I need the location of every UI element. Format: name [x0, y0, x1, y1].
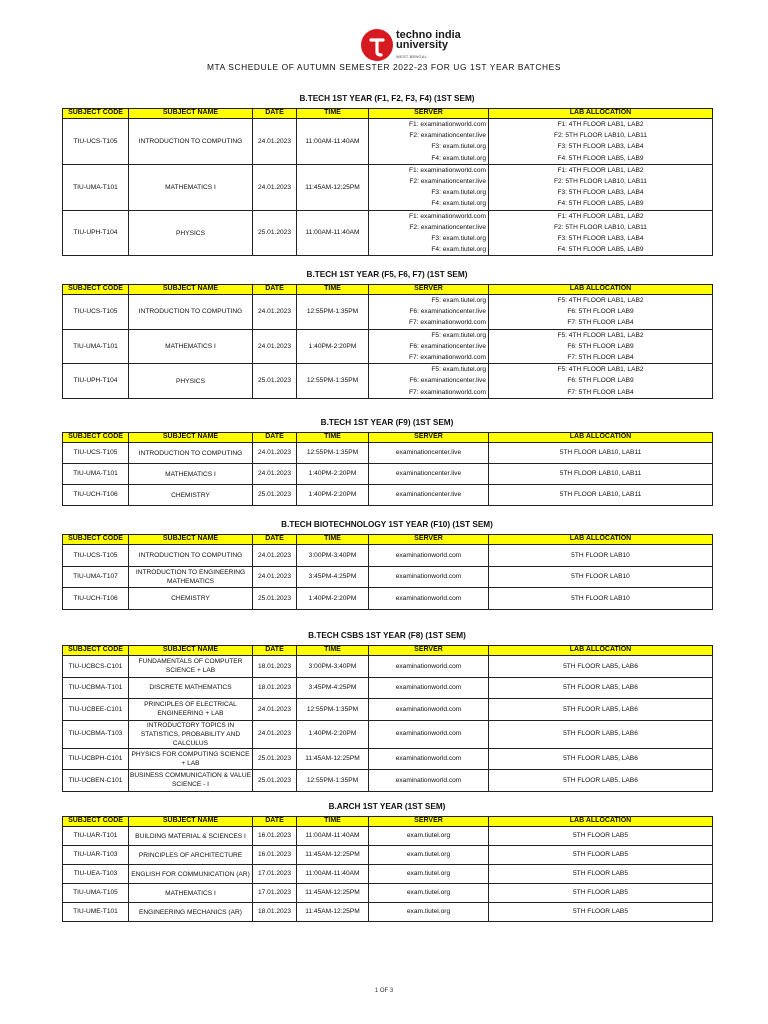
cell-line: examinationcenter.live — [395, 470, 462, 478]
cell-line: F3: 5TH FLOOR LAB3, LAB4 — [557, 235, 644, 243]
cell-line: examinationworld.com — [395, 551, 462, 559]
table-row — [63, 364, 713, 399]
cell-lab — [489, 588, 713, 610]
cell-line: exam.tiutel.org — [406, 851, 451, 859]
cell-date: 24.01.2023 — [253, 566, 297, 588]
cell-line: examinationworld.com — [395, 730, 462, 738]
cell-lab — [489, 164, 713, 210]
cell-name: MATHEMATICS I — [129, 464, 253, 485]
logo-line-1: techno india — [396, 29, 461, 41]
cell-date: 17.01.2023 — [253, 865, 297, 884]
cell-line: F4: exam.tiutel.org — [431, 246, 486, 254]
cell-server — [369, 588, 489, 610]
cell-server — [369, 699, 489, 721]
cell-time: 1:40PM-2:20PM — [297, 329, 369, 364]
cell-name: PRINCIPLES OF ARCHITECTURE — [129, 846, 253, 865]
cell-name: INTRODUCTION TO COMPUTING — [129, 545, 253, 567]
cell-line: F7: examinationworld.com — [409, 354, 486, 362]
cell-line: F3: 5TH FLOOR LAB3, LAB4 — [557, 189, 644, 197]
cell-code: TIU-UMA-T101 — [63, 464, 129, 485]
cell-line: F1: 4TH FLOOR LAB1, LAB2 — [557, 166, 644, 174]
cell-time: 11:00AM-11:40AM — [297, 210, 369, 256]
cell-lab — [489, 443, 713, 464]
schedule-table — [62, 108, 713, 256]
cell-name: ENGLISH FOR COMMUNICATION (AR) — [129, 865, 253, 884]
cell-line: F3: 5TH FLOOR LAB3, LAB4 — [557, 143, 644, 151]
cell-lab — [489, 295, 713, 330]
logo-line-2: university — [396, 39, 448, 51]
cell-line: examinationworld.com — [395, 573, 462, 581]
cell-server — [369, 364, 489, 399]
table-row — [63, 295, 713, 330]
cell-lab — [489, 545, 713, 567]
cell-server — [369, 748, 489, 770]
table-header-row — [63, 285, 713, 295]
cell-date: 24.01.2023 — [253, 164, 297, 210]
cell-date: 24.01.2023 — [253, 119, 297, 165]
cell-date: 25.01.2023 — [253, 588, 297, 610]
table-row — [63, 846, 713, 865]
cell-name: BUILDING MATERIAL & SCIENCES I — [129, 827, 253, 846]
cell-line: examinationworld.com — [395, 755, 462, 763]
cell-line: F5: 4TH FLOOR LAB1, LAB2 — [557, 366, 644, 374]
cell-name: MATHEMATICS I — [129, 329, 253, 364]
table-row — [63, 119, 713, 165]
cell-line: F7: 5TH FLOOR LAB4 — [567, 319, 634, 327]
cell-lab — [489, 884, 713, 903]
cell-server — [369, 903, 489, 922]
cell-code: TIU-UAR-T103 — [63, 846, 129, 865]
logo-subtitle: WEST BENGAL — [396, 54, 428, 59]
cell-name: PRINCIPLES OF ELECTRICAL ENGINEERING + LAB — [129, 699, 253, 721]
table-row — [63, 865, 713, 884]
section-title: B.TECH CSBS 1ST YEAR (F8) (1ST SEM) — [308, 631, 466, 640]
cell-name: CHEMISTRY — [129, 485, 253, 506]
cell-server — [369, 884, 489, 903]
cell-server — [369, 846, 489, 865]
cell-date: 25.01.2023 — [253, 770, 297, 792]
cell-lab — [489, 846, 713, 865]
cell-lab — [489, 566, 713, 588]
column-header-time: TIME — [297, 535, 369, 545]
cell-code: TIU-UMA-T101 — [63, 164, 129, 210]
cell-line: F2: 5TH FLOOR LAB10, LAB11 — [554, 178, 647, 186]
cell-time: 12:55PM-1:35PM — [297, 443, 369, 464]
cell-lab — [489, 699, 713, 721]
cell-time: 12:55PM-1:35PM — [297, 364, 369, 399]
cell-date: 16.01.2023 — [253, 827, 297, 846]
cell-time: 11:45AM-12:25PM — [297, 748, 369, 770]
column-header-time: TIME — [297, 817, 369, 827]
cell-name: INTRODUCTION TO COMPUTING — [129, 295, 253, 330]
cell-lab — [489, 770, 713, 792]
cell-line: F7: 5TH FLOOR LAB4 — [567, 388, 634, 396]
column-header-lab: LAB ALLOCATION — [489, 285, 713, 295]
cell-line: F1: examinationworld.com — [409, 121, 486, 128]
cell-time: 1:40PM-2:20PM — [297, 720, 369, 748]
schedule-table — [62, 645, 713, 792]
cell-time: 12:55PM-1:35PM — [297, 699, 369, 721]
column-header-name: SUBJECT NAME — [129, 109, 253, 119]
cell-time: 11:45AM-12:25PM — [297, 903, 369, 922]
cell-line: F4: exam.tiutel.org — [431, 154, 486, 162]
cell-line: 5TH FLOOR LAB5, LAB6 — [563, 684, 638, 692]
cell-name: CHEMISTRY — [129, 588, 253, 610]
cell-time: 3:00PM-3:40PM — [297, 656, 369, 678]
cell-line: F5: exam.tiutel.org — [431, 331, 486, 339]
cell-date: 25.01.2023 — [253, 485, 297, 506]
cell-date: 25.01.2023 — [253, 210, 297, 256]
cell-line: examinationworld.com — [395, 662, 462, 670]
cell-date: 24.01.2023 — [253, 699, 297, 721]
cell-name: DISCRETE MATHEMATICS — [129, 677, 253, 699]
cell-time: 12:55PM-1:35PM — [297, 770, 369, 792]
cell-line: 5TH FLOOR LAB10, LAB11 — [559, 449, 642, 457]
section-title: B.ARCH 1ST YEAR (1ST SEM) — [328, 802, 446, 811]
cell-line: F6: 5TH FLOOR LAB9 — [567, 342, 634, 350]
column-header-date: DATE — [253, 535, 297, 545]
cell-line: 5TH FLOOR LAB5 — [573, 851, 628, 859]
column-header-date: DATE — [253, 109, 297, 119]
cell-lab — [489, 827, 713, 846]
cell-server — [369, 329, 489, 364]
cell-date: 18.01.2023 — [253, 677, 297, 699]
column-header-code: SUBJECT CODE — [63, 109, 129, 119]
cell-server — [369, 656, 489, 678]
cell-line: F5: exam.tiutel.org — [431, 366, 486, 374]
cell-line: F2: examinationcenter.live — [409, 223, 486, 231]
cell-name: BUSINESS COMMUNICATION & VALUE SCIENCE - I — [129, 770, 253, 792]
cell-date: 24.01.2023 — [253, 443, 297, 464]
table-header-row — [63, 817, 713, 827]
table-row — [63, 770, 713, 792]
cell-name: MATHEMATICS I — [129, 164, 253, 210]
cell-line: examinationcenter.live — [395, 491, 462, 499]
column-header-server: SERVER — [369, 109, 489, 119]
section-title: B.TECH 1ST YEAR (F5, F6, F7) (1ST SEM) — [306, 270, 468, 279]
cell-name: INTRODUCTORY TOPICS IN STATISTICS, PROBABILITY AND CALCULUS — [129, 720, 253, 748]
cell-line: F2: examinationcenter.live — [409, 178, 486, 186]
cell-code: TIU-UPH-T104 — [63, 364, 129, 399]
cell-server — [369, 720, 489, 748]
cell-line: examinationworld.com — [395, 776, 462, 784]
cell-server — [369, 865, 489, 884]
table-header-row — [63, 646, 713, 656]
cell-code: TIU-UCBEE-C101 — [63, 699, 129, 721]
cell-server — [369, 545, 489, 567]
cell-name: PHYSICS — [129, 364, 253, 399]
table-row — [63, 656, 713, 678]
cell-line: 5TH FLOOR LAB5, LAB6 — [563, 662, 638, 670]
cell-line: examinationworld.com — [395, 594, 462, 602]
table-row — [63, 903, 713, 922]
table-row — [63, 884, 713, 903]
column-header-server: SERVER — [369, 646, 489, 656]
cell-line: 5TH FLOOR LAB5, LAB6 — [563, 705, 638, 713]
column-header-code: SUBJECT CODE — [63, 535, 129, 545]
cell-code: TIU-UCH-T106 — [63, 485, 129, 506]
cell-line: 5TH FLOOR LAB10 — [571, 594, 630, 602]
table-row — [63, 210, 713, 256]
cell-code: TIU-UCBMA-T101 — [63, 677, 129, 699]
cell-line: F2: examinationcenter.live — [409, 132, 486, 140]
cell-code: TIU-UCH-T106 — [63, 588, 129, 610]
cell-name: MATHEMATICS I — [129, 884, 253, 903]
cell-line: 5TH FLOOR LAB5 — [573, 889, 628, 897]
cell-line: F2: 5TH FLOOR LAB10, LAB11 — [554, 132, 647, 140]
page-number: 1 OF 3 — [374, 988, 394, 994]
cell-server — [369, 119, 489, 165]
cell-line: F7: examinationworld.com — [409, 388, 486, 396]
cell-lab — [489, 119, 713, 165]
cell-line: exam.tiutel.org — [406, 832, 451, 840]
cell-time: 3:45PM-4:25PM — [297, 677, 369, 699]
column-header-date: DATE — [253, 433, 297, 443]
column-header-code: SUBJECT CODE — [63, 433, 129, 443]
cell-date: 18.01.2023 — [253, 656, 297, 678]
table-row — [63, 329, 713, 364]
column-header-date: DATE — [253, 285, 297, 295]
cell-time: 3:45PM-4:25PM — [297, 566, 369, 588]
table-row — [63, 566, 713, 588]
cell-line: F1: 4TH FLOOR LAB1, LAB2 — [557, 212, 644, 220]
cell-line: F3: exam.tiutel.org — [431, 189, 486, 197]
cell-line: F3: exam.tiutel.org — [431, 143, 486, 151]
table-row — [63, 164, 713, 210]
column-header-name: SUBJECT NAME — [129, 433, 253, 443]
cell-server — [369, 443, 489, 464]
cell-date: 18.01.2023 — [253, 903, 297, 922]
column-header-name: SUBJECT NAME — [129, 646, 253, 656]
cell-date: 24.01.2023 — [253, 545, 297, 567]
cell-server — [369, 295, 489, 330]
cell-line: examinationworld.com — [395, 684, 462, 692]
cell-name: PHYSICS FOR COMPUTING SCIENCE + LAB — [129, 748, 253, 770]
cell-line: F4: exam.tiutel.org — [431, 200, 486, 208]
cell-lab — [489, 865, 713, 884]
cell-date: 16.01.2023 — [253, 846, 297, 865]
cell-server — [369, 827, 489, 846]
cell-line: F7: 5TH FLOOR LAB4 — [567, 354, 634, 362]
document-title: MTA SCHEDULE OF AUTUMN SEMESTER 2022-23 FOR UG 1ST YEAR BATCHES — [206, 62, 562, 72]
table-row — [63, 443, 713, 464]
column-header-server: SERVER — [369, 535, 489, 545]
cell-time: 11:00AM-11:40AM — [297, 865, 369, 884]
column-header-server: SERVER — [369, 285, 489, 295]
cell-code: TIU-UCS-T105 — [63, 443, 129, 464]
cell-date: 24.01.2023 — [253, 720, 297, 748]
cell-line: F1: 4TH FLOOR LAB1, LAB2 — [557, 121, 644, 128]
cell-server — [369, 677, 489, 699]
cell-code: TIU-UCBPH-C101 — [63, 748, 129, 770]
cell-code: TIU-UCBEN-C101 — [63, 770, 129, 792]
cell-lab — [489, 903, 713, 922]
cell-lab — [489, 677, 713, 699]
cell-line: exam.tiutel.org — [406, 870, 451, 878]
cell-lab — [489, 656, 713, 678]
schedule-table — [62, 534, 713, 610]
table-row — [63, 677, 713, 699]
cell-lab — [489, 329, 713, 364]
cell-line: F1: examinationworld.com — [409, 166, 486, 174]
column-header-name: SUBJECT NAME — [129, 817, 253, 827]
cell-time: 1:40PM-2:20PM — [297, 464, 369, 485]
cell-name: INTRODUCTION TO COMPUTING — [129, 443, 253, 464]
cell-line: 5TH FLOOR LAB5 — [573, 870, 628, 878]
cell-line: F2: 5TH FLOOR LAB10, LAB11 — [554, 223, 647, 231]
cell-server — [369, 210, 489, 256]
cell-code: TIU-UME-T101 — [63, 903, 129, 922]
column-header-time: TIME — [297, 109, 369, 119]
cell-line: 5TH FLOOR LAB5 — [573, 832, 628, 840]
cell-time: 11:45AM-12:25PM — [297, 164, 369, 210]
cell-line: F5: 4TH FLOOR LAB1, LAB2 — [557, 331, 644, 339]
cell-time: 3:00PM-3:40PM — [297, 545, 369, 567]
cell-line: 5TH FLOOR LAB10, LAB11 — [559, 470, 642, 478]
section-title: B.TECH 1ST YEAR (F1, F2, F3, F4) (1ST SEM) — [299, 94, 475, 103]
cell-code: TIU-UCS-T105 — [63, 545, 129, 567]
cell-line: F4: 5TH FLOOR LAB5, LAB9 — [557, 200, 644, 208]
column-header-name: SUBJECT NAME — [129, 535, 253, 545]
cell-lab — [489, 720, 713, 748]
cell-line: 5TH FLOOR LAB5, LAB6 — [563, 776, 638, 784]
column-header-server: SERVER — [369, 433, 489, 443]
column-header-time: TIME — [297, 285, 369, 295]
cell-name: INTRODUCTION TO ENGINEERING MATHEMATICS — [129, 566, 253, 588]
cell-line: exam.tiutel.org — [406, 908, 451, 916]
schedule-table — [62, 284, 713, 399]
cell-line: exam.tiutel.org — [406, 889, 451, 897]
column-header-lab: LAB ALLOCATION — [489, 535, 713, 545]
cell-date: 17.01.2023 — [253, 884, 297, 903]
cell-line: F5: 4TH FLOOR LAB1, LAB2 — [557, 297, 644, 304]
table-row — [63, 699, 713, 721]
cell-line: F6: 5TH FLOOR LAB9 — [567, 377, 634, 385]
cell-line: 5TH FLOOR LAB5, LAB6 — [563, 755, 638, 763]
cell-code: TIU-UAR-T101 — [63, 827, 129, 846]
column-header-lab: LAB ALLOCATION — [489, 109, 713, 119]
cell-code: TIU-UCBMA-T103 — [63, 720, 129, 748]
cell-line: 5TH FLOOR LAB5 — [573, 908, 628, 916]
cell-line: 5TH FLOOR LAB10 — [571, 551, 630, 559]
cell-code: TIU-UCS-T105 — [63, 119, 129, 165]
cell-line: F5: exam.tiutel.org — [431, 297, 486, 304]
cell-time: 11:45AM-12:25PM — [297, 846, 369, 865]
cell-name: PHYSICS — [129, 210, 253, 256]
cell-line: F1: examinationworld.com — [409, 212, 486, 220]
university-logo-icon — [360, 28, 394, 62]
cell-time: 1:40PM-2:20PM — [297, 588, 369, 610]
cell-line: F6: 5TH FLOOR LAB9 — [567, 308, 634, 316]
cell-time: 11:45AM-12:25PM — [297, 884, 369, 903]
cell-line: F4: 5TH FLOOR LAB5, LAB9 — [557, 154, 644, 162]
cell-code: TIU-UEA-T103 — [63, 865, 129, 884]
cell-code: TIU-UMA-T107 — [63, 566, 129, 588]
table-row — [63, 464, 713, 485]
cell-lab — [489, 464, 713, 485]
cell-line: 5TH FLOOR LAB10, LAB11 — [559, 491, 642, 499]
cell-line: F6: examinationcenter.live — [409, 308, 486, 316]
column-header-date: DATE — [253, 646, 297, 656]
section-title: B.TECH 1ST YEAR (F9) (1ST SEM) — [320, 418, 454, 427]
cell-date: 24.01.2023 — [253, 464, 297, 485]
cell-line: F4: 5TH FLOOR LAB5, LAB9 — [557, 246, 644, 254]
cell-name: FUNDAMENTALS OF COMPUTER SCIENCE + LAB — [129, 656, 253, 678]
table-row — [63, 720, 713, 748]
cell-line: 5TH FLOOR LAB5, LAB6 — [563, 730, 638, 738]
cell-line: F3: exam.tiutel.org — [431, 235, 486, 243]
table-row — [63, 545, 713, 567]
column-header-code: SUBJECT CODE — [63, 285, 129, 295]
column-header-time: TIME — [297, 646, 369, 656]
cell-line: F7: examinationworld.com — [409, 319, 486, 327]
table-row — [63, 827, 713, 846]
cell-code: TIU-UPH-T104 — [63, 210, 129, 256]
column-header-lab: LAB ALLOCATION — [489, 646, 713, 656]
cell-time: 1:40PM-2:20PM — [297, 485, 369, 506]
cell-time: 12:55PM-1:35PM — [297, 295, 369, 330]
column-header-code: SUBJECT CODE — [63, 646, 129, 656]
column-header-code: SUBJECT CODE — [63, 817, 129, 827]
cell-time: 11:00AM-11:40AM — [297, 827, 369, 846]
column-header-server: SERVER — [369, 817, 489, 827]
cell-lab — [489, 364, 713, 399]
cell-date: 25.01.2023 — [253, 748, 297, 770]
cell-date: 24.01.2023 — [253, 329, 297, 364]
cell-name: INTRODUCTION TO COMPUTING — [129, 119, 253, 165]
cell-server — [369, 566, 489, 588]
cell-line: examinationworld.com — [395, 705, 462, 713]
cell-date: 24.01.2023 — [253, 295, 297, 330]
cell-server — [369, 464, 489, 485]
cell-lab — [489, 210, 713, 256]
cell-line: examinationcenter.live — [395, 449, 462, 457]
schedule-table — [62, 432, 713, 506]
cell-name: ENGINEERING MECHANICS (AR) — [129, 903, 253, 922]
cell-line: F6: examinationcenter.live — [409, 377, 486, 385]
cell-time: 11:00AM-11:40AM — [297, 119, 369, 165]
logo-text — [396, 30, 461, 50]
table-row — [63, 485, 713, 506]
section-title: B.TECH BIOTECHNOLOGY 1ST YEAR (F10) (1ST SEM) — [281, 520, 493, 529]
table-row — [63, 748, 713, 770]
cell-line: 5TH FLOOR LAB10 — [571, 573, 630, 581]
table-row — [63, 588, 713, 610]
column-header-lab: LAB ALLOCATION — [489, 433, 713, 443]
cell-date: 25.01.2023 — [253, 364, 297, 399]
cell-server — [369, 770, 489, 792]
cell-lab — [489, 485, 713, 506]
table-header-row — [63, 433, 713, 443]
cell-server — [369, 164, 489, 210]
column-header-lab: LAB ALLOCATION — [489, 817, 713, 827]
document-header — [0, 24, 768, 64]
cell-code: TIU-UCS-T105 — [63, 295, 129, 330]
table-header-row — [63, 109, 713, 119]
column-header-name: SUBJECT NAME — [129, 285, 253, 295]
cell-lab — [489, 748, 713, 770]
column-header-date: DATE — [253, 817, 297, 827]
cell-server — [369, 485, 489, 506]
column-header-time: TIME — [297, 433, 369, 443]
cell-line: F6: examinationcenter.live — [409, 342, 486, 350]
cell-code: TIU-UMA-T101 — [63, 329, 129, 364]
schedule-table — [62, 816, 713, 922]
cell-code: TIU-UMA-T105 — [63, 884, 129, 903]
cell-code: TIU-UCBCS-C101 — [63, 656, 129, 678]
table-header-row — [63, 535, 713, 545]
